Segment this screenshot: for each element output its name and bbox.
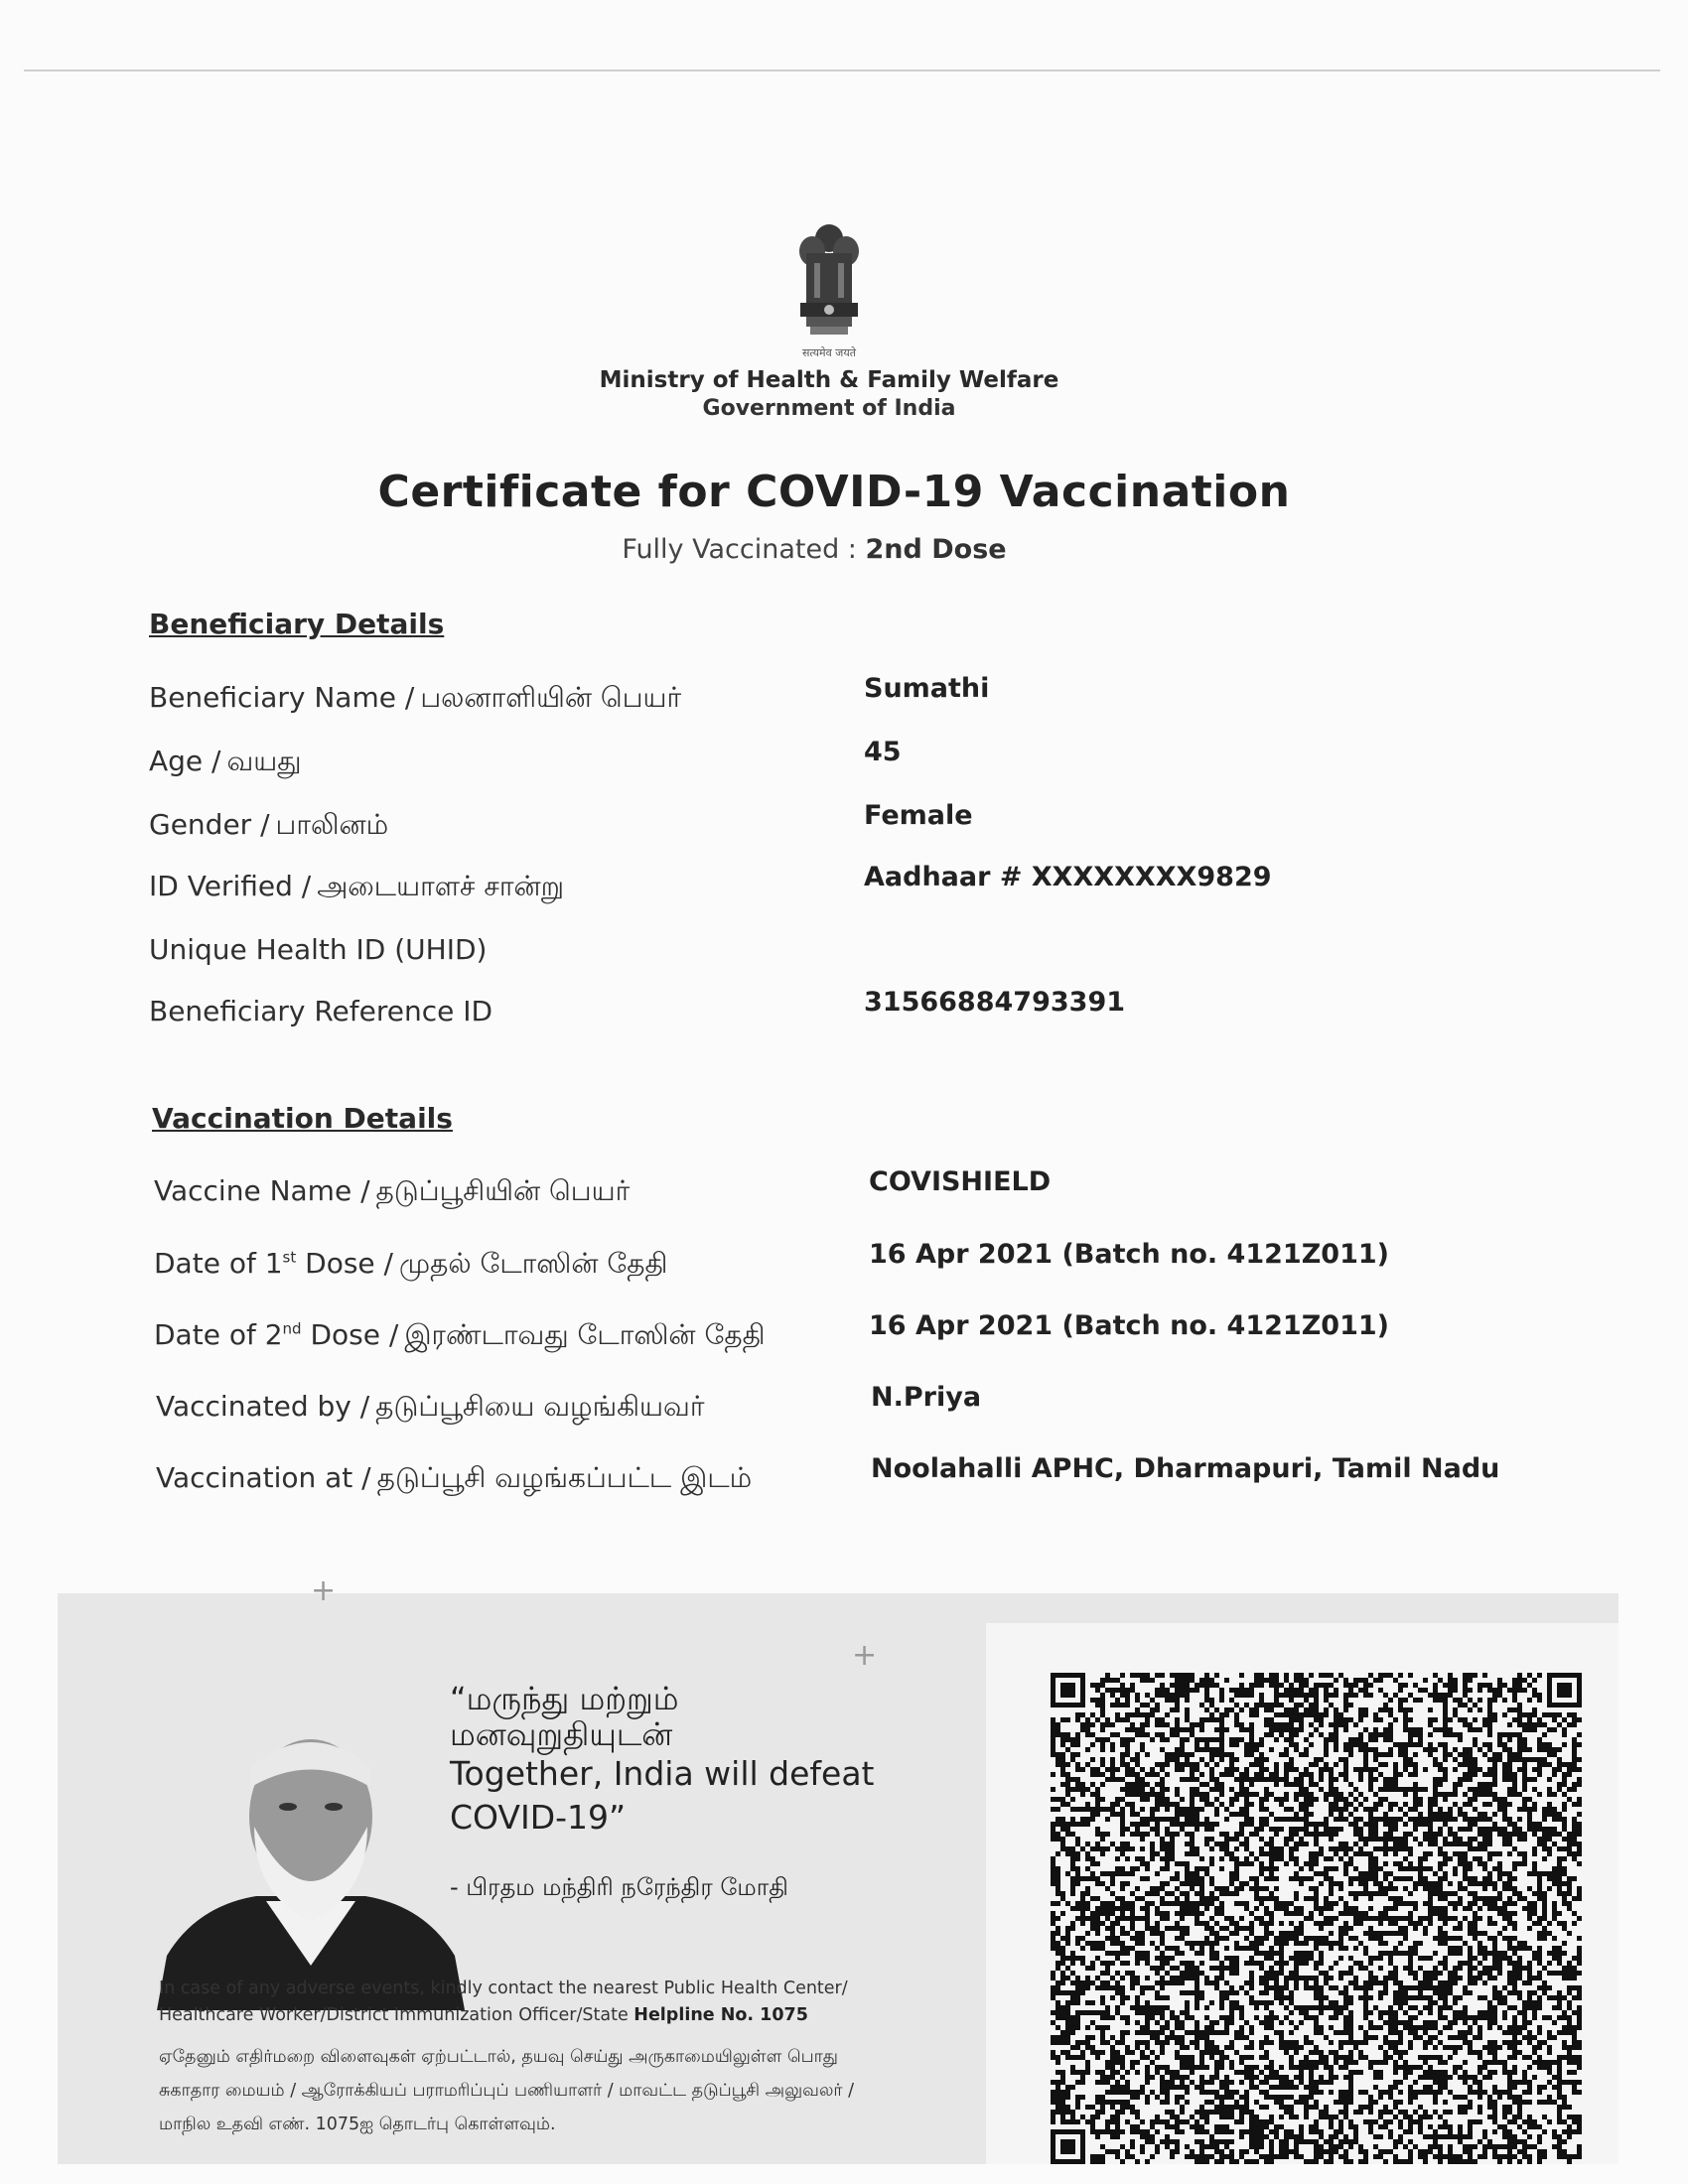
emblem-motto: सत्यमेव जयते (801, 346, 856, 359)
ministry-name: Ministry of Health & Family Welfare (599, 367, 1059, 393)
uhid-row (149, 933, 1559, 973)
qr-code (1051, 1673, 1582, 2164)
first-dose-row (154, 1239, 1564, 1287)
national-emblem-icon (784, 213, 874, 362)
id-verified-row (149, 862, 1559, 909)
pm-quote: “மருந்து மற்றும் மனவுறுதியுடன் Together, India will defeat COVID-19” (450, 1680, 875, 1837)
vaccine-name-row (154, 1166, 1564, 1214)
field-label: Date of 1st Dose / முதல் டோஸின் தேதி (154, 1247, 668, 1280)
beneficiary-name-row (149, 673, 1559, 721)
top-divider (24, 69, 1660, 71)
age-value: 45 (864, 737, 902, 767)
field-label: Beneficiary Name / பலனாளியின் பெயர் (149, 681, 682, 714)
government-name: Government of India (702, 396, 956, 421)
field-label: Vaccinated by / தடுப்பூசியை வழங்கியவர் (156, 1390, 705, 1423)
plus-icon: + (311, 1573, 337, 1608)
qr-code-container (986, 1623, 1618, 2164)
age-row (149, 737, 1559, 784)
footer-panel (58, 1573, 1618, 2164)
plus-icon: + (852, 1638, 878, 1673)
gender-row (149, 800, 1559, 848)
field-label: Beneficiary Reference ID (149, 995, 493, 1027)
helpline-number: Helpline No. 1075 (633, 2005, 808, 2025)
id-verified-value: Aadhaar # XXXXXXXX9829 (864, 862, 1272, 892)
prime-minister-portrait (157, 1707, 465, 2010)
adverse-events-notice-tamil: ஏதேனும் எதிர்மறை விளைவுகள் ஏற்பட்டால், தயவு செய்து அருகாமையிலுள்ள பொது சுகாதார மையம் / ஆரோக்கியப் பராமரிப்புப் பணியாளர் / மாவட்ட தடுப்பூசி அலுவலர் / மாநில உதவி எண். 1075ஐ தொடர்பு கொள்ளவும். (159, 2047, 855, 2134)
vaccinated-by-value: N.Priya (871, 1382, 982, 1413)
beneficiary-name-value: Sumathi (864, 673, 990, 704)
field-label: Age / வயது (149, 745, 302, 777)
certificate-title: Certificate for COVID-19 Vaccination (377, 467, 1291, 517)
gender-value: Female (864, 800, 973, 831)
vaccination-details-heading: Vaccination Details (152, 1102, 453, 1135)
field-label: ID Verified / அடையாளச் சான்று (149, 870, 565, 902)
status-prefix: Fully Vaccinated : (622, 534, 857, 565)
field-label: Vaccine Name / தடுப்பூசியின் பெயர் (154, 1174, 631, 1207)
vaccinated-by-row (156, 1382, 1566, 1430)
first-dose-value: 16 Apr 2021 (Batch no. 4121Z011) (869, 1239, 1389, 1270)
reference-id-value: 31566884793391 (864, 987, 1126, 1018)
status-dose: 2nd Dose (865, 534, 1007, 565)
quote-attribution: - பிரதம மந்திரி நரேந்திர மோதி (450, 1873, 788, 1901)
vaccination-at-row (156, 1453, 1566, 1501)
beneficiary-details-heading: Beneficiary Details (149, 608, 445, 640)
vaccine-name-value: COVISHIELD (869, 1166, 1052, 1197)
reference-id-row (149, 987, 1559, 1034)
adverse-events-notice-english: In case of any adverse events, kindly contact the nearest Public Health Center/ Healthcare Worker/District Immunization Officer/State Helpline No. 1075 (159, 1979, 848, 2025)
field-label: Date of 2nd Dose / இரண்டாவது டோஸின் தேதி (154, 1318, 766, 1351)
field-label: Unique Health ID (UHID) (149, 933, 488, 966)
field-label: Gender / பாலினம் (149, 808, 389, 841)
second-dose-value: 16 Apr 2021 (Batch no. 4121Z011) (869, 1310, 1389, 1341)
field-label: Vaccination at / தடுப்பூசி வழங்கப்பட்ட இடம் (156, 1461, 753, 1494)
vaccination-status (437, 534, 1192, 565)
second-dose-row (154, 1310, 1564, 1358)
vaccination-at-value: Noolahalli APHC, Dharmapuri, Tamil Nadu (871, 1453, 1500, 1484)
